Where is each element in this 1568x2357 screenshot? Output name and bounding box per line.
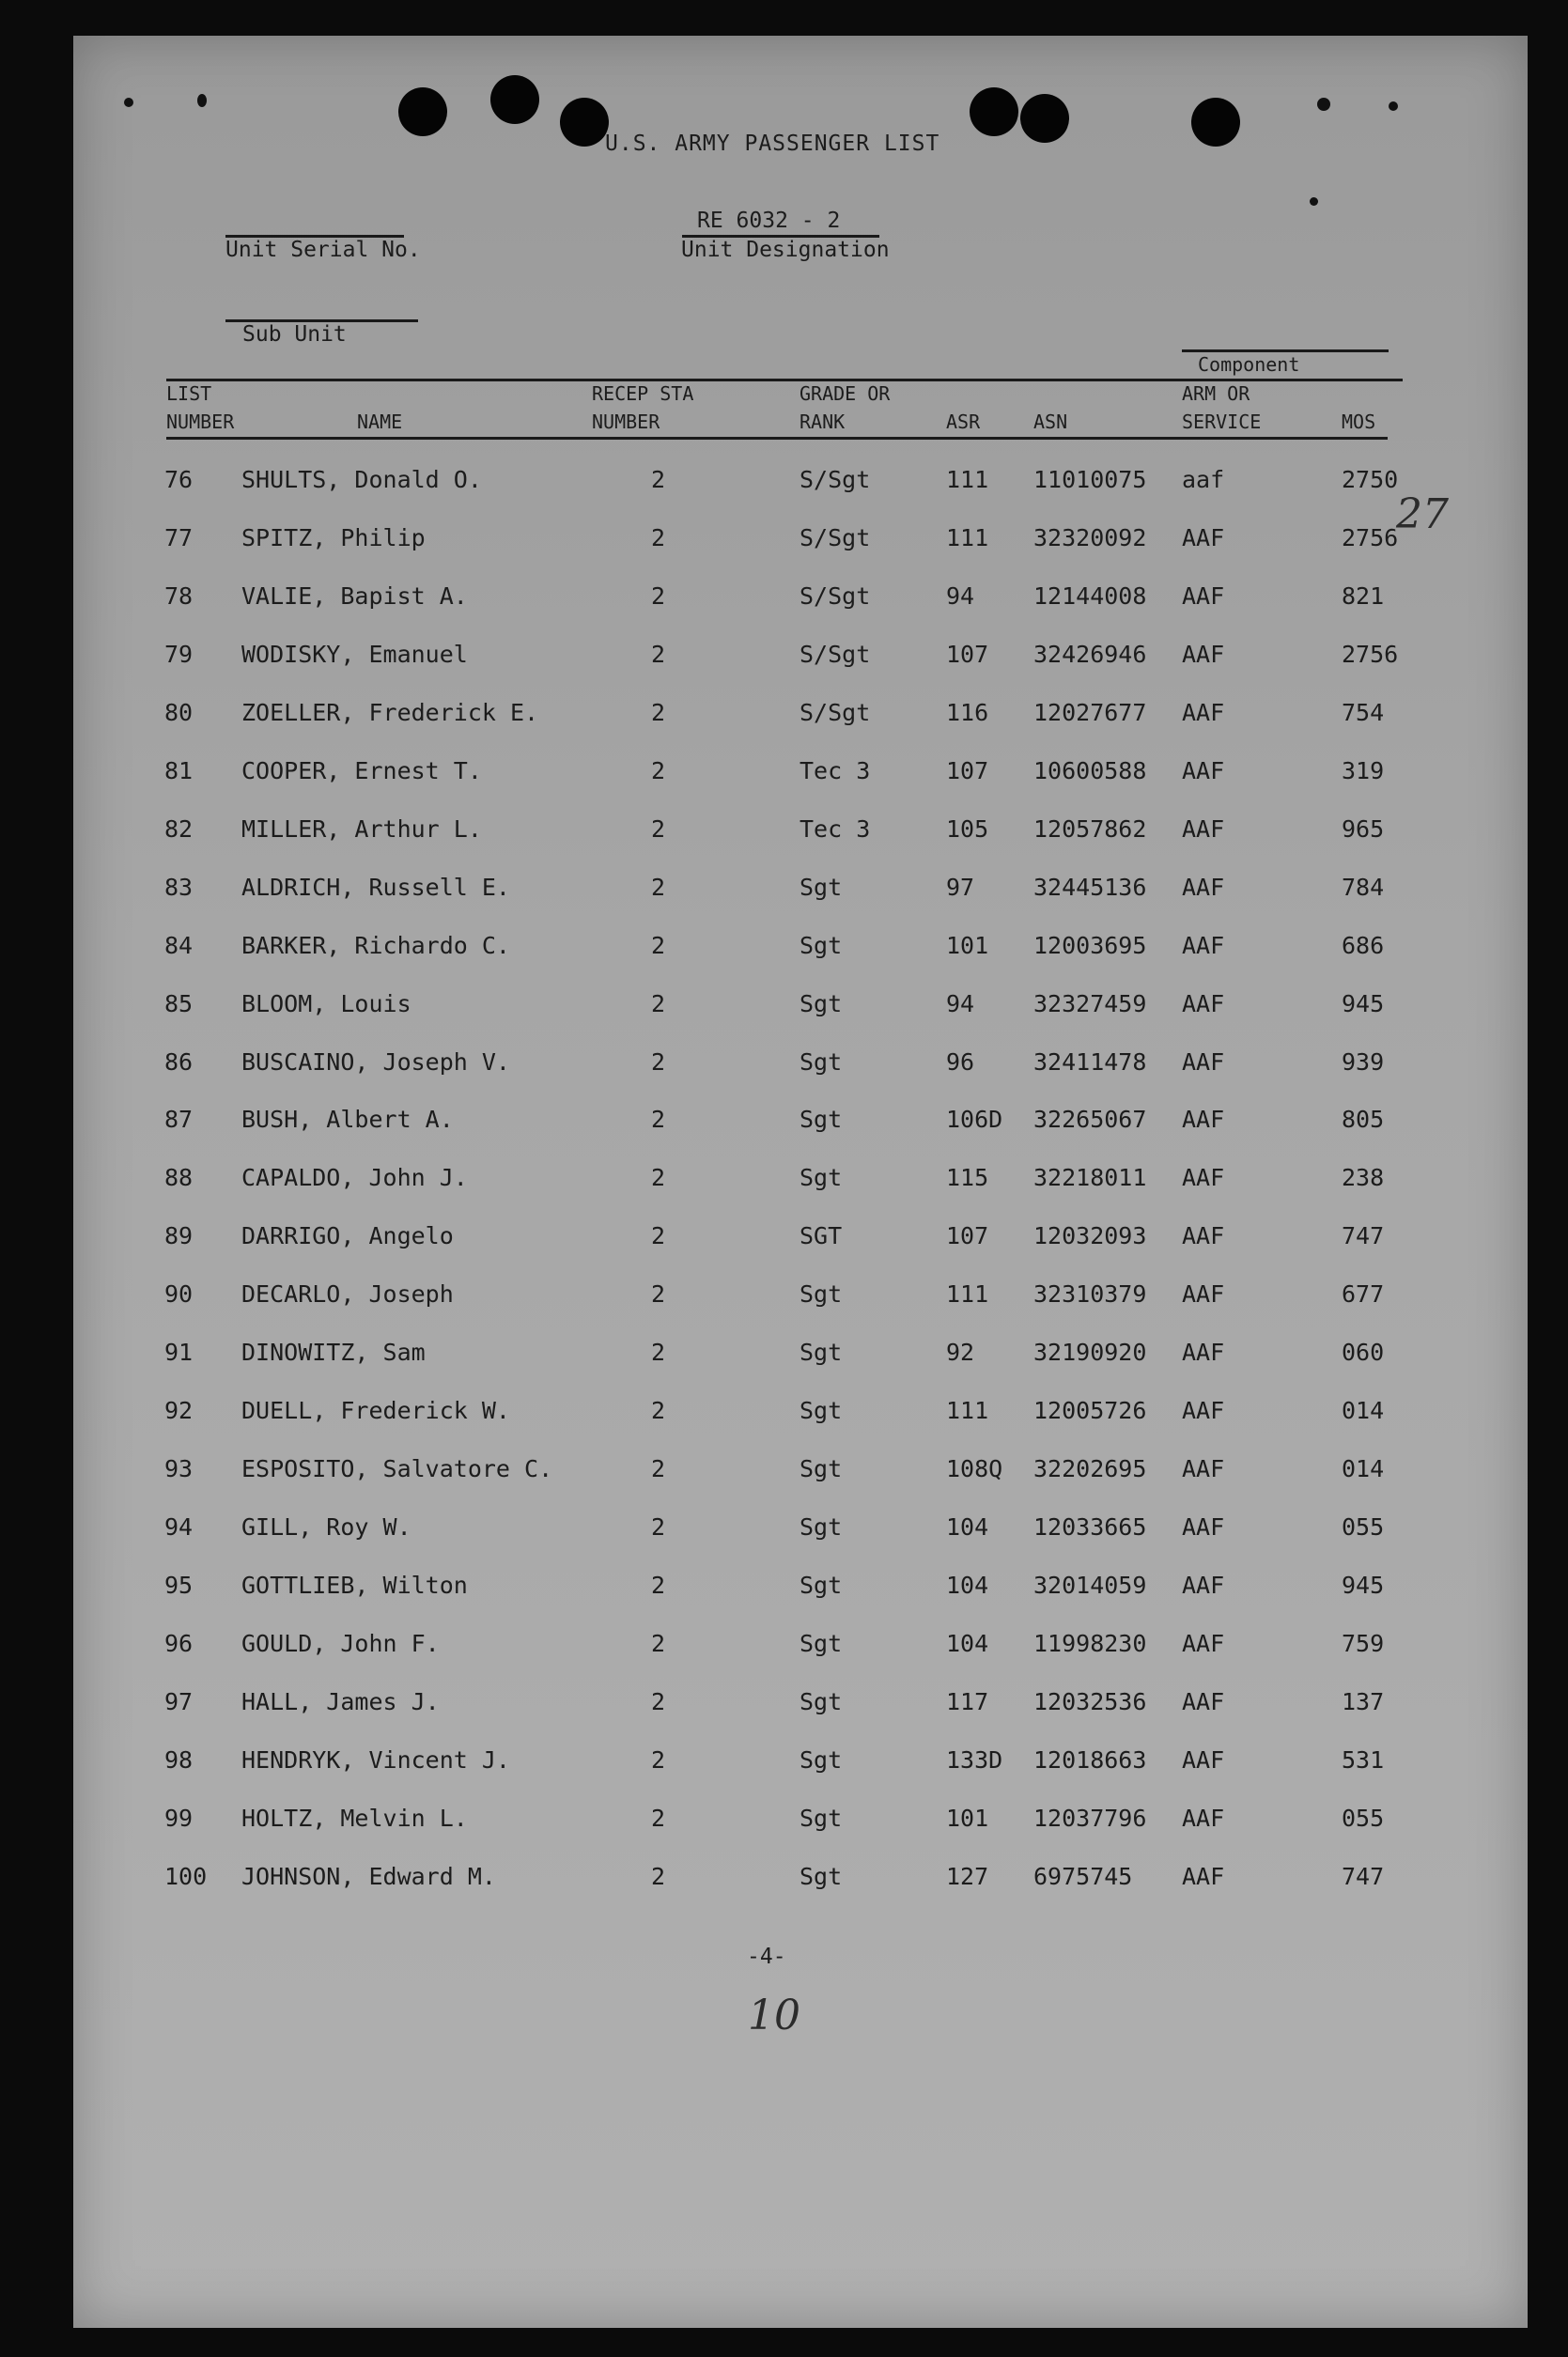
army-serial-number: 32327459 <box>1033 990 1147 1017</box>
list-number: 79 <box>164 641 194 668</box>
unit-serial-label: Unit Serial No. <box>225 238 421 262</box>
mos-code: 759 <box>1342 1630 1385 1657</box>
col-recep-sta: RECEP STA NUMBER <box>592 382 694 433</box>
arm-or-service: AAF <box>1182 1280 1225 1308</box>
asr-score: 104 <box>946 1572 989 1599</box>
mos-code: 965 <box>1342 815 1385 843</box>
grade-rank: Sgt <box>800 1688 843 1715</box>
recep-sta-number: 2 <box>651 1339 666 1366</box>
passenger-name: DUELL, Frederick W. <box>241 1397 510 1424</box>
table-row <box>0 1688 1568 1726</box>
recep-sta-number: 2 <box>651 1805 666 1832</box>
army-serial-number: 12032536 <box>1033 1688 1147 1715</box>
list-number: 82 <box>164 815 194 843</box>
asr-score: 133D <box>946 1746 1003 1774</box>
list-number: 100 <box>164 1863 208 1890</box>
passenger-name: HOLTZ, Melvin L. <box>241 1805 468 1832</box>
grade-rank: S/Sgt <box>800 466 871 493</box>
recep-sta-number: 2 <box>651 990 666 1017</box>
unit-designation-label: Unit Designation <box>681 238 890 262</box>
grade-rank: Sgt <box>800 1455 843 1482</box>
passenger-name: CAPALDO, John J. <box>241 1164 468 1191</box>
arm-or-service: AAF <box>1182 1164 1225 1191</box>
recep-sta-number: 2 <box>651 874 666 901</box>
table-row <box>0 757 1568 795</box>
passenger-name: BUSCAINO, Joseph V. <box>241 1048 510 1076</box>
asr-score: 107 <box>946 1222 989 1249</box>
list-number: 81 <box>164 757 194 784</box>
mos-code: 319 <box>1342 757 1385 784</box>
speck <box>1317 98 1330 111</box>
passenger-name: SPITZ, Philip <box>241 524 426 551</box>
arm-or-service: AAF <box>1182 1746 1225 1774</box>
army-serial-number: 12027677 <box>1033 699 1147 726</box>
grade-rank: Sgt <box>800 1863 843 1890</box>
arm-or-service: aaf <box>1182 466 1225 493</box>
arm-or-service: AAF <box>1182 1688 1225 1715</box>
army-serial-number: 10600588 <box>1033 757 1147 784</box>
mos-code: 754 <box>1342 699 1385 726</box>
passenger-name: BUSH, Albert A. <box>241 1106 454 1133</box>
army-serial-number: 32445136 <box>1033 874 1147 901</box>
table-row <box>0 1746 1568 1784</box>
punch-hole <box>490 75 539 124</box>
recep-sta-number: 2 <box>651 1630 666 1657</box>
table-row <box>0 1513 1568 1551</box>
punch-hole <box>398 87 447 136</box>
list-number: 77 <box>164 524 194 551</box>
handwritten-margin-note: 27 <box>1396 490 1449 538</box>
mos-code: 014 <box>1342 1455 1385 1482</box>
mos-code: 784 <box>1342 874 1385 901</box>
army-serial-number: 32218011 <box>1033 1164 1147 1191</box>
arm-or-service: AAF <box>1182 1630 1225 1657</box>
grade-rank: Sgt <box>800 1280 843 1308</box>
arm-or-service: AAF <box>1182 1222 1225 1249</box>
recep-sta-number: 2 <box>651 1164 666 1191</box>
passenger-name: DINOWITZ, Sam <box>241 1339 426 1366</box>
list-number: 89 <box>164 1222 194 1249</box>
punch-hole <box>970 87 1018 136</box>
grade-rank: S/Sgt <box>800 524 871 551</box>
arm-or-service: AAF <box>1182 641 1225 668</box>
list-number: 80 <box>164 699 194 726</box>
table-row <box>0 932 1568 969</box>
army-serial-number: 12003695 <box>1033 932 1147 959</box>
table-row <box>0 990 1568 1028</box>
recep-sta-number: 2 <box>651 1048 666 1076</box>
handwritten-page-number: 10 <box>748 1992 800 2039</box>
list-number: 98 <box>164 1746 194 1774</box>
recep-sta-number: 2 <box>651 466 666 493</box>
recep-sta-number: 2 <box>651 1106 666 1133</box>
mos-code: 055 <box>1342 1805 1385 1832</box>
col-grade-rank: GRADE OR RANK <box>800 382 891 433</box>
grade-rank: Sgt <box>800 1630 843 1657</box>
asr-score: 111 <box>946 1397 989 1424</box>
army-serial-number: 32310379 <box>1033 1280 1147 1308</box>
mos-code: 945 <box>1342 1572 1385 1599</box>
grade-rank: Sgt <box>800 990 843 1017</box>
arm-or-service: AAF <box>1182 874 1225 901</box>
asr-score: 105 <box>946 815 989 843</box>
passenger-name: VALIE, Bapist A. <box>241 582 468 610</box>
passenger-name: HENDRYK, Vincent J. <box>241 1746 510 1774</box>
passenger-name: ZOELLER, Frederick E. <box>241 699 539 726</box>
passenger-name: MILLER, Arthur L. <box>241 815 482 843</box>
asr-score: 92 <box>946 1339 975 1366</box>
col-name: NAME <box>357 411 403 433</box>
asr-score: 101 <box>946 1805 989 1832</box>
asr-score: 101 <box>946 932 989 959</box>
list-number: 93 <box>164 1455 194 1482</box>
table-header-rule <box>166 437 1388 440</box>
army-serial-number: 32411478 <box>1033 1048 1147 1076</box>
punch-hole <box>1020 94 1069 143</box>
asr-score: 111 <box>946 524 989 551</box>
arm-or-service: AAF <box>1182 990 1225 1017</box>
army-serial-number: 12037796 <box>1033 1805 1147 1832</box>
grade-rank: Tec 3 <box>800 757 871 784</box>
grade-rank: Sgt <box>800 1805 843 1832</box>
army-serial-number: 32190920 <box>1033 1339 1147 1366</box>
table-row <box>0 874 1568 911</box>
grade-rank: Tec 3 <box>800 815 871 843</box>
table-row <box>0 1339 1568 1376</box>
grade-rank: Sgt <box>800 1513 843 1541</box>
col-arm-service: ARM OR SERVICE <box>1182 382 1262 433</box>
passenger-name: HALL, James J. <box>241 1688 440 1715</box>
army-serial-number: 12144008 <box>1033 582 1147 610</box>
arm-or-service: AAF <box>1182 699 1225 726</box>
asr-score: 94 <box>946 582 975 610</box>
table-row <box>0 1572 1568 1609</box>
punch-hole <box>1191 98 1240 147</box>
list-number: 76 <box>164 466 194 493</box>
mos-code: 805 <box>1342 1106 1385 1133</box>
grade-rank: Sgt <box>800 874 843 901</box>
army-serial-number: 11998230 <box>1033 1630 1147 1657</box>
asr-score: 107 <box>946 757 989 784</box>
mos-code: 821 <box>1342 582 1385 610</box>
col-asn: ASN <box>1033 411 1068 433</box>
mos-code: 060 <box>1342 1339 1385 1366</box>
recep-sta-number: 2 <box>651 582 666 610</box>
arm-or-service: AAF <box>1182 524 1225 551</box>
mos-code: 531 <box>1342 1746 1385 1774</box>
arm-or-service: AAF <box>1182 1048 1225 1076</box>
arm-or-service: AAF <box>1182 815 1225 843</box>
table-row <box>0 1397 1568 1434</box>
mos-code: 137 <box>1342 1688 1385 1715</box>
list-number: 92 <box>164 1397 194 1424</box>
arm-or-service: AAF <box>1182 1805 1225 1832</box>
asr-score: 108Q <box>946 1455 1003 1482</box>
asr-score: 127 <box>946 1863 989 1890</box>
arm-or-service: AAF <box>1182 1863 1225 1890</box>
asr-score: 104 <box>946 1513 989 1541</box>
table-row <box>0 1630 1568 1667</box>
army-serial-number: 32014059 <box>1033 1572 1147 1599</box>
page-number: -4- <box>747 1945 786 1969</box>
table-row <box>0 1455 1568 1493</box>
table-row <box>0 1863 1568 1900</box>
speck <box>1310 197 1318 206</box>
list-number: 78 <box>164 582 194 610</box>
list-number: 84 <box>164 932 194 959</box>
grade-rank: Sgt <box>800 1572 843 1599</box>
recep-sta-number: 2 <box>651 1746 666 1774</box>
list-number: 87 <box>164 1106 194 1133</box>
mos-code: 014 <box>1342 1397 1385 1424</box>
grade-rank: S/Sgt <box>800 582 871 610</box>
passenger-name: BARKER, Richardo C. <box>241 932 510 959</box>
recep-sta-number: 2 <box>651 932 666 959</box>
arm-or-service: AAF <box>1182 1397 1225 1424</box>
grade-rank: Sgt <box>800 1048 843 1076</box>
recep-sta-number: 2 <box>651 1572 666 1599</box>
list-number: 86 <box>164 1048 194 1076</box>
army-serial-number: 12057862 <box>1033 815 1147 843</box>
passenger-name: BLOOM, Louis <box>241 990 411 1017</box>
unit-designation-value: RE 6032 - 2 <box>697 209 841 233</box>
army-serial-number: 12018663 <box>1033 1746 1147 1774</box>
speck <box>1389 101 1398 111</box>
table-row <box>0 699 1568 737</box>
table-row <box>0 815 1568 853</box>
mos-code: 055 <box>1342 1513 1385 1541</box>
table-row <box>0 1805 1568 1842</box>
speck <box>124 98 133 107</box>
army-serial-number: 12005726 <box>1033 1397 1147 1424</box>
army-serial-number: 32320092 <box>1033 524 1147 551</box>
recep-sta-number: 2 <box>651 699 666 726</box>
mos-code: 686 <box>1342 932 1385 959</box>
mos-code: 2756 <box>1342 641 1399 668</box>
army-serial-number: 12033665 <box>1033 1513 1147 1541</box>
recep-sta-number: 2 <box>651 1688 666 1715</box>
grade-rank: Sgt <box>800 932 843 959</box>
table-row <box>0 1222 1568 1260</box>
army-serial-number: 12032093 <box>1033 1222 1147 1249</box>
list-number: 99 <box>164 1805 194 1832</box>
list-number: 94 <box>164 1513 194 1541</box>
list-number: 85 <box>164 990 194 1017</box>
asr-score: 94 <box>946 990 975 1017</box>
grade-rank: S/Sgt <box>800 641 871 668</box>
asr-score: 106D <box>946 1106 1003 1133</box>
table-row <box>0 1280 1568 1318</box>
mos-code: 945 <box>1342 990 1385 1017</box>
asr-score: 116 <box>946 699 989 726</box>
mos-code: 677 <box>1342 1280 1385 1308</box>
passenger-name: COOPER, Ernest T. <box>241 757 482 784</box>
recep-sta-number: 2 <box>651 757 666 784</box>
asr-score: 111 <box>946 1280 989 1308</box>
army-serial-number: 11010075 <box>1033 466 1147 493</box>
list-number: 88 <box>164 1164 194 1191</box>
recep-sta-number: 2 <box>651 524 666 551</box>
document-title: U.S. ARMY PASSENGER LIST <box>605 132 940 156</box>
arm-or-service: AAF <box>1182 1572 1225 1599</box>
army-serial-number: 32202695 <box>1033 1455 1147 1482</box>
recep-sta-number: 2 <box>651 1513 666 1541</box>
passenger-name: DECARLO, Joseph <box>241 1280 454 1308</box>
passenger-name: SHULTS, Donald O. <box>241 466 482 493</box>
recep-sta-number: 2 <box>651 1863 666 1890</box>
recep-sta-number: 2 <box>651 1397 666 1424</box>
table-row <box>0 641 1568 678</box>
army-serial-number: 32265067 <box>1033 1106 1147 1133</box>
mos-code: 747 <box>1342 1222 1385 1249</box>
arm-or-service: AAF <box>1182 582 1225 610</box>
grade-rank: Sgt <box>800 1164 843 1191</box>
table-row <box>0 582 1568 620</box>
passenger-name: WODISKY, Emanuel <box>241 641 468 668</box>
recep-sta-number: 2 <box>651 815 666 843</box>
asr-score: 104 <box>946 1630 989 1657</box>
army-serial-number: 32426946 <box>1033 641 1147 668</box>
arm-or-service: AAF <box>1182 757 1225 784</box>
sub-unit-label: Sub Unit <box>242 322 347 347</box>
arm-or-service: AAF <box>1182 1339 1225 1366</box>
passenger-name: ALDRICH, Russell E. <box>241 874 510 901</box>
asr-score: 115 <box>946 1164 989 1191</box>
grade-rank: SGT <box>800 1222 843 1249</box>
table-row <box>0 466 1568 504</box>
col-asr: ASR <box>946 411 981 433</box>
col-mos: MOS <box>1342 411 1376 433</box>
grade-rank: Sgt <box>800 1106 843 1133</box>
mos-code: 747 <box>1342 1863 1385 1890</box>
passenger-name: ESPOSITO, Salvatore C. <box>241 1455 553 1482</box>
passenger-name: GOTTLIEB, Wilton <box>241 1572 468 1599</box>
mos-code: 2750 <box>1342 466 1399 493</box>
component-label: Component <box>1198 353 1300 376</box>
passenger-name: DARRIGO, Angelo <box>241 1222 454 1249</box>
asr-score: 117 <box>946 1688 989 1715</box>
arm-or-service: AAF <box>1182 1106 1225 1133</box>
asr-score: 97 <box>946 874 975 901</box>
army-serial-number: 6975745 <box>1033 1863 1133 1890</box>
list-number: 91 <box>164 1339 194 1366</box>
list-number: 96 <box>164 1630 194 1657</box>
list-number: 90 <box>164 1280 194 1308</box>
mos-code: 238 <box>1342 1164 1385 1191</box>
arm-or-service: AAF <box>1182 1455 1225 1482</box>
recep-sta-number: 2 <box>651 1280 666 1308</box>
recep-sta-number: 2 <box>651 1222 666 1249</box>
list-number: 83 <box>164 874 194 901</box>
table-row <box>0 524 1568 562</box>
punch-hole <box>560 98 609 147</box>
recep-sta-number: 2 <box>651 641 666 668</box>
passenger-name: JOHNSON, Edward M. <box>241 1863 496 1890</box>
speck <box>197 94 207 107</box>
arm-or-service: AAF <box>1182 1513 1225 1541</box>
list-number: 97 <box>164 1688 194 1715</box>
table-row <box>0 1106 1568 1143</box>
col-list-number: LIST NUMBER <box>166 382 235 433</box>
table-row <box>0 1164 1568 1202</box>
list-number: 95 <box>164 1572 194 1599</box>
asr-score: 96 <box>946 1048 975 1076</box>
asr-score: 111 <box>946 466 989 493</box>
grade-rank: Sgt <box>800 1397 843 1424</box>
asr-score: 107 <box>946 641 989 668</box>
grade-rank: Sgt <box>800 1746 843 1774</box>
passenger-name: GOULD, John F. <box>241 1630 440 1657</box>
mos-code: 2756 <box>1342 524 1399 551</box>
table-row <box>0 1048 1568 1086</box>
arm-or-service: AAF <box>1182 932 1225 959</box>
passenger-name: GILL, Roy W. <box>241 1513 411 1541</box>
mos-code: 939 <box>1342 1048 1385 1076</box>
grade-rank: Sgt <box>800 1339 843 1366</box>
grade-rank: S/Sgt <box>800 699 871 726</box>
recep-sta-number: 2 <box>651 1455 666 1482</box>
